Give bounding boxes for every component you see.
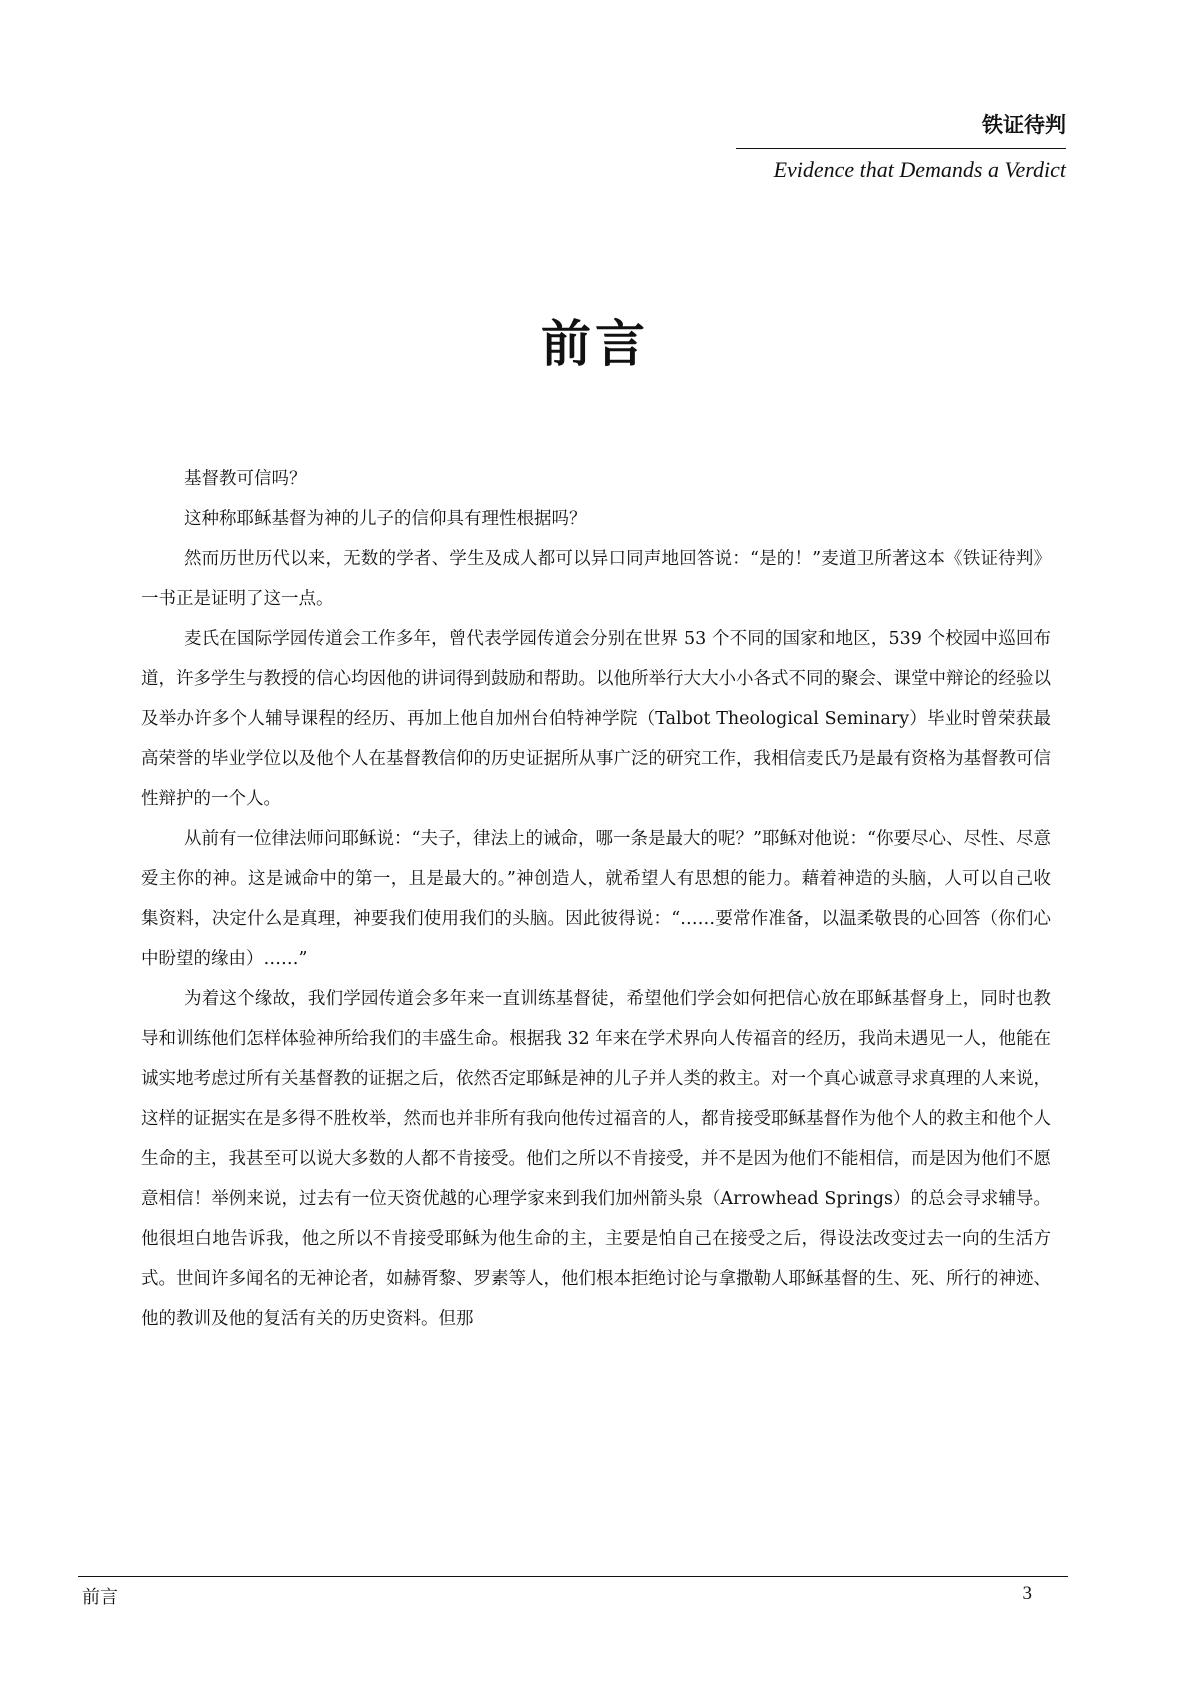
page-number: 3 xyxy=(1022,1583,1032,1604)
running-header xyxy=(736,110,1066,185)
paragraph: 为着这个缘故，我们学园传道会多年来一直训练基督徒，希望他们学会如何把信心放在耶稣基督身上，同时也教导和训练他们怎样体验神所给我们的丰盛生命。根据我 32 年来在学术界向人传福音的经历，我尚未遇见一人，他能在诚实地考虑过所有关基督教的证据之后，依然否定耶稣是神的儿子并人类的救主。对一个真心诚意寻求真理的人来说，这样的证据实在是多得不胜枚举，然而也并非所有我向他传过福音的人，都肯接受耶稣基督作为他个人的救主和他个人生命的主，我甚至可以说大多数的人都不肯接受。他们之所以不肯接受，并不是因为他们不能相信，而是因为他们不愿意相信！举例来说，过去有一位天资优越的心理学家来到我们加州箭头泉（Arrowhead Springs）的总会寻求辅导。他很坦白地告诉我，他之所以不肯接受耶稣为他生命的主，主要是怕自己在接受之后，得设法改变过去一向的生活方式。世间许多闻名的无神论者，如赫胥黎、罗素等人，他们根本拒绝讨论与拿撒勒人耶稣基督的生、死、所行的神迹、他的教训及他的复活有关的历史资料。但那 xyxy=(141,989,1051,1329)
footer-section-label: 前言 xyxy=(82,1587,118,1608)
paragraph: 基督教可信吗？ xyxy=(184,469,307,489)
paragraph: 然而历世历代以来，无数的学者、学生及成人都可以异口同声地回答说：“是的！”麦道卫所著这本《铁证待判》一书正是证明了这一点。 xyxy=(141,549,1051,609)
book-title-zh: 铁证待判 xyxy=(736,110,1066,149)
paragraph: 麦氏在国际学园传道会工作多年，曾代表学园传道会分别在世界 53 个不同的国家和地区，539 个校园中巡回布道，许多学生与教授的信心均因他的讲词得到鼓励和帮助。以他所举行大大小小各式不同的聚会、课堂中辩论的经验以及举办许多个人辅导课程的经历、再加上他自加州台伯特神学院（Talbot Theological Seminary）毕业时曾荣获最高荣誉的毕业学位以及他个人在基督教信仰的历史证据所从事广泛的研究工作，我相信麦氏乃是最有资格为基督教可信性辩护的一个人。 xyxy=(141,629,1051,809)
page-title: 前言 xyxy=(541,315,649,373)
body-text xyxy=(141,459,1051,1339)
book-title-en: Evidence that Demands a Verdict xyxy=(773,157,1066,182)
paragraph: 从前有一位律法师问耶稣说：“夫子，律法上的诫命，哪一条是最大的呢？”耶稣对他说：“你要尽心、尽性、尽意爱主你的神。这是诫命中的第一，且是最大的。”神创造人，就希望人有思想的能力。藉着神造的头脑，人可以自己收集资料，决定什么是真理，神要我们使用我们的头脑。因此彼得说：“……要常作准备，以温柔敬畏的心回答（你们心中盼望的缘由）……” xyxy=(141,829,1051,969)
running-footer xyxy=(78,1576,1068,1607)
paragraph: 这种称耶稣基督为神的儿子的信仰具有理性根据吗？ xyxy=(184,509,587,529)
